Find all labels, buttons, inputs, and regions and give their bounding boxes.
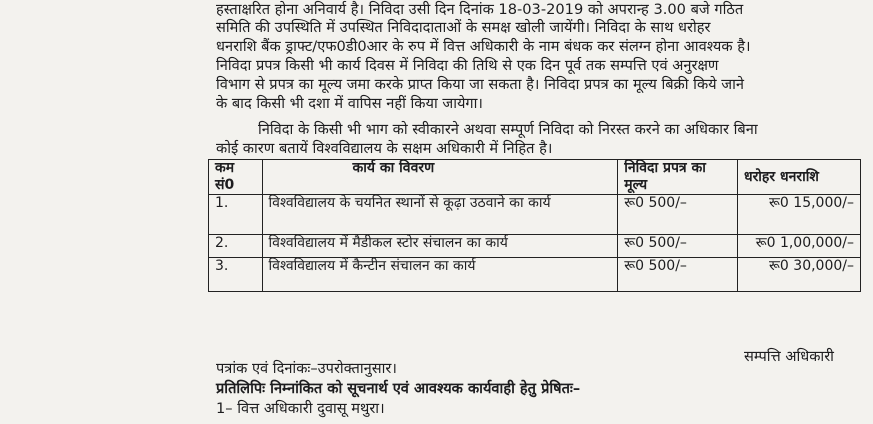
row-deposit: रू0 1,00,000/– — [737, 235, 860, 258]
row-fee: रू0 500/– — [618, 195, 738, 235]
table-row — [209, 258, 861, 292]
row-fee: रू0 500/– — [618, 235, 738, 258]
tender-table — [208, 159, 861, 292]
text-line: हस्ताक्षरित होना अनिवार्य है। निविदा उसी दिन दिनांक 18-03-2019 को अपरान्ह 3.00 बजे गठित — [216, 1, 744, 18]
table-row — [209, 235, 861, 258]
header-sno: कम सं0 — [209, 160, 263, 195]
copy-heading: प्रतिलिपिः निम्नांकित को सूचनार्थ एवं आवश्यक कार्यवाही हेतु प्रेषितः– — [216, 380, 581, 397]
copy-recipient-1: 1– वित्त अधिकारी दुवासू मथुरा। — [216, 400, 385, 417]
row-deposit: रू0 15,000/– — [737, 195, 860, 235]
row-work: विश्वविद्यालय के चयनित स्थानों से कूढ़ा उठवाने का कार्य — [262, 195, 618, 235]
text-line: निविदा के किसी भी भाग को स्वीकारने अथवा सम्पूर्ण निविदा को निरस्त करने का अधिकार बिना — [258, 121, 758, 138]
table-row — [209, 195, 861, 235]
text-line: समिति की उपस्थिति में उपस्थित निविदादाताओं के समक्ष खोली जायेंगी। निविदा के साथ धरोहर — [216, 19, 711, 36]
header-work: कार्य का विवरण — [262, 160, 618, 195]
header-fee: निविदा प्रपत्र का मूल्य — [618, 160, 738, 195]
text-line: निविदा प्रपत्र किसी भी कार्य दिवस में निविदा की तिथि से एक दिन पूर्व तक सम्पत्ति एवं अनुरक्षण — [216, 57, 719, 74]
text-line: विभाग से प्रपत्र का मूल्य जमा करके प्राप्त किया जा सकता है। निविदा प्रपत्र का मूल्य बिक्री किये जाने — [216, 76, 744, 93]
row-sno: 2. — [209, 235, 263, 258]
table-header-row — [209, 160, 861, 195]
signatory: सम्पत्ति अधिकारी — [744, 348, 834, 365]
row-work: विश्वविद्यालय में मैडीकल स्टोर संचालन का कार्य — [262, 235, 618, 258]
text-line: के बाद किसी भी दशा में वापिस नहीं किया जायेगा। — [216, 95, 483, 112]
text-line: कोई कारण बतायें विश्वविद्यालय के सक्षम अधिकारी में निहित है। — [216, 140, 553, 157]
row-sno: 3. — [209, 258, 263, 292]
row-sno: 1. — [209, 195, 263, 235]
row-work: विश्वविद्यालय में कैन्टीन संचालन का कार्य — [262, 258, 618, 292]
reference-line: पत्रांक एवं दिनांकः–उपरोक्तानुसार। — [216, 360, 397, 377]
header-deposit: धरोहर धनराशि — [737, 160, 860, 195]
row-deposit: रू0 30,000/– — [737, 258, 860, 292]
text-line: धनराशि बैंक ड्राफ्ट/एफ0डी0आर के रुप में वित्त अधिकारी के नाम बंधक कर संलग्न होना आवश्यक है। — [216, 38, 751, 55]
row-fee: रू0 500/– — [618, 258, 738, 292]
